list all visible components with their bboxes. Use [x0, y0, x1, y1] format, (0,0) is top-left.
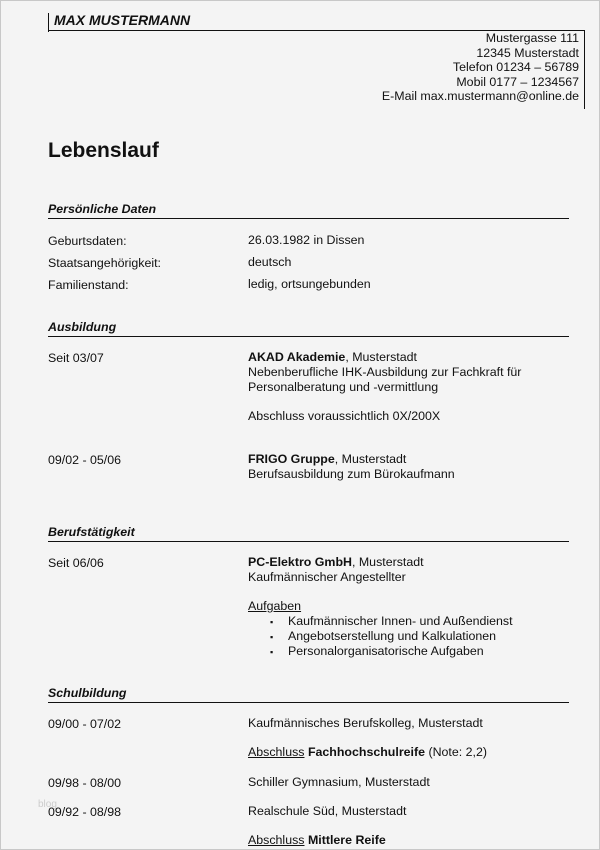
- org: PC-Elektro GmbH: [248, 555, 352, 569]
- desc: Berufsausbildung zum Bürokaufmann: [248, 467, 455, 481]
- date: 09/98 - 08/00: [48, 776, 122, 790]
- date: 09/00 - 07/02: [48, 717, 122, 731]
- applicant-name: MAX MUSTERMANN: [54, 12, 191, 28]
- section-personal: Persönliche Daten: [48, 202, 569, 219]
- label: Staatsangehörigkeit:: [48, 256, 161, 270]
- label: Geburtsdaten:: [48, 234, 127, 248]
- education-entry: [248, 452, 455, 482]
- tasks-label: Aufgaben: [248, 599, 302, 613]
- desc: Personalberatung und -vermittlung: [248, 380, 439, 394]
- place: , Musterstadt: [351, 555, 424, 569]
- label: Familienstand:: [48, 278, 129, 292]
- task: ▪ Personalorganisatorische Aufgaben: [288, 644, 513, 659]
- street: Mustergasse 111: [485, 31, 579, 45]
- abschluss-label: Abschluss: [248, 745, 305, 759]
- section-school: Schulbildung: [48, 686, 569, 703]
- section-education: Ausbildung: [48, 320, 569, 337]
- role: Kaufmännischer Angestellter: [248, 570, 406, 584]
- education-entry: [248, 350, 521, 424]
- work-entry: [248, 555, 513, 659]
- degree: [248, 745, 487, 760]
- mobile: Mobil 0177 – 1234567: [456, 74, 579, 89]
- degree-name: Mittlere Reife: [307, 833, 386, 847]
- phone: Telefon 01234 – 56789: [452, 60, 579, 74]
- degree-name: Fachhochschulreife: [307, 745, 425, 759]
- watermark: blog: [38, 799, 57, 810]
- place: , Musterstadt: [345, 350, 417, 364]
- desc: Nebenberufliche IHK-Ausbildung zur Fachkraft für: [248, 365, 522, 379]
- place: , Musterstadt: [334, 452, 407, 466]
- org: FRIGO Gruppe: [248, 452, 335, 466]
- value: ledig, ortsungebunden: [248, 277, 371, 291]
- org: AKAD Akademie: [248, 350, 346, 364]
- task: ▪ Kaufmännischer Innen- und Außendienst: [288, 614, 513, 629]
- abschluss-label: Abschluss: [248, 833, 305, 847]
- task: ▪ Angebotserstellung und Kalkulationen: [288, 629, 513, 644]
- school-name: Kaufmännisches Berufskolleg, Musterstadt: [248, 716, 483, 730]
- date: 09/02 - 05/06: [48, 453, 122, 467]
- degree: [248, 833, 386, 848]
- school-name: Schiller Gymnasium, Musterstadt: [248, 775, 430, 789]
- value: 26.03.1982 in Dissen: [248, 233, 365, 247]
- date: Seit 06/06: [48, 556, 104, 570]
- city: 12345 Musterstadt: [476, 45, 579, 60]
- task-list: [248, 614, 513, 659]
- date: 09/92 - 08/98: [48, 805, 122, 819]
- contact-block: [382, 31, 579, 104]
- school-name: Realschule Süd, Musterstadt: [248, 804, 407, 818]
- note: Abschluss voraussichtlich 0X/200X: [248, 409, 441, 423]
- grade: (Note: 2,2): [425, 745, 487, 759]
- page-title: Lebenslauf: [48, 139, 159, 162]
- email: E-Mail max.mustermann@online.de: [381, 89, 579, 103]
- date: Seit 03/07: [48, 351, 104, 365]
- section-work: Berufstätigkeit: [48, 525, 569, 542]
- value: deutsch: [248, 255, 292, 269]
